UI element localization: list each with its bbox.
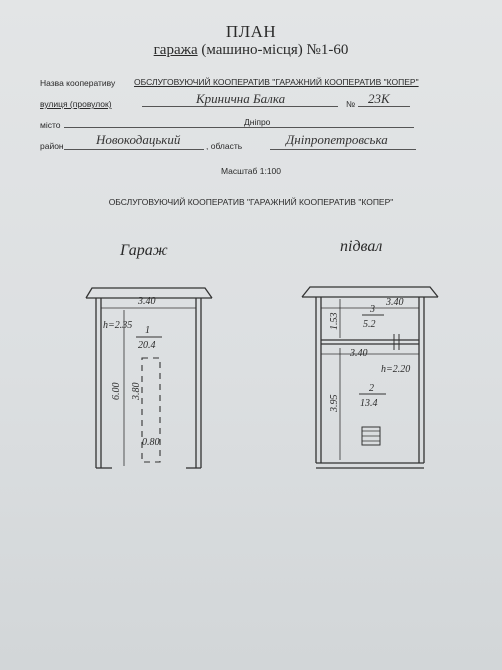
number-label: № bbox=[346, 99, 356, 109]
basement-heading: підвал bbox=[340, 238, 383, 255]
garage-heading: Гараж bbox=[120, 242, 168, 259]
room3-number: 3 bbox=[370, 304, 375, 315]
basement-top-width-label: 3.40 bbox=[386, 297, 404, 308]
room2-number: 2 bbox=[369, 383, 374, 394]
room2-area: 13.4 bbox=[360, 398, 378, 409]
city-label: місто bbox=[40, 120, 61, 130]
garage-length-label: 6.00 bbox=[111, 382, 122, 400]
coop-value: ОБСЛУГОВУЮЧИЙ КООПЕРАТИВ "ГАРАЖНИЙ КООПЕРАТИВ "КОПЕР" bbox=[134, 77, 419, 87]
scale-label: Масштаб 1:100 bbox=[221, 166, 281, 176]
basement-bottom-length-label: 3.95 bbox=[329, 394, 340, 412]
garage-room-area: 20.4 bbox=[138, 340, 156, 351]
basement-height-label: h=2.20 bbox=[381, 364, 411, 375]
street-value: Кринична Балка bbox=[196, 91, 286, 106]
coop-caption: ОБСЛУГОВУЮЧИЙ КООПЕРАТИВ "ГАРАЖНИЙ КООПЕРАТИВ "КОПЕР" bbox=[108, 197, 394, 207]
pit-width-label: 0.80 bbox=[142, 437, 160, 448]
number-value: 23К bbox=[368, 91, 390, 106]
city-value: Дніпро bbox=[244, 117, 271, 127]
basement-mid-width-label: 3.40 bbox=[350, 348, 368, 359]
subtitle-object: гаража bbox=[153, 42, 198, 58]
subtitle-rest: (машино-місця) №1-60 bbox=[201, 42, 349, 58]
region-label: , область bbox=[206, 141, 243, 151]
district-value: Новокодацький bbox=[96, 132, 181, 147]
coop-label: Назва кооперативу bbox=[40, 78, 116, 88]
room3-area: 5.2 bbox=[363, 319, 376, 330]
region-value: Дніпропетровська bbox=[286, 132, 388, 147]
garage-height-label: h=2.35 bbox=[103, 320, 133, 331]
garage-width-label: 3.40 bbox=[138, 296, 156, 307]
garage-room-number: 1 bbox=[145, 325, 150, 336]
district-label: район bbox=[40, 141, 64, 151]
street-label: вулиця (провулок) bbox=[40, 99, 112, 109]
basement-top-length-label: 1.53 bbox=[329, 312, 340, 330]
pit-length-label: 3.80 bbox=[131, 382, 142, 400]
page-title: ПЛАН bbox=[225, 22, 277, 41]
